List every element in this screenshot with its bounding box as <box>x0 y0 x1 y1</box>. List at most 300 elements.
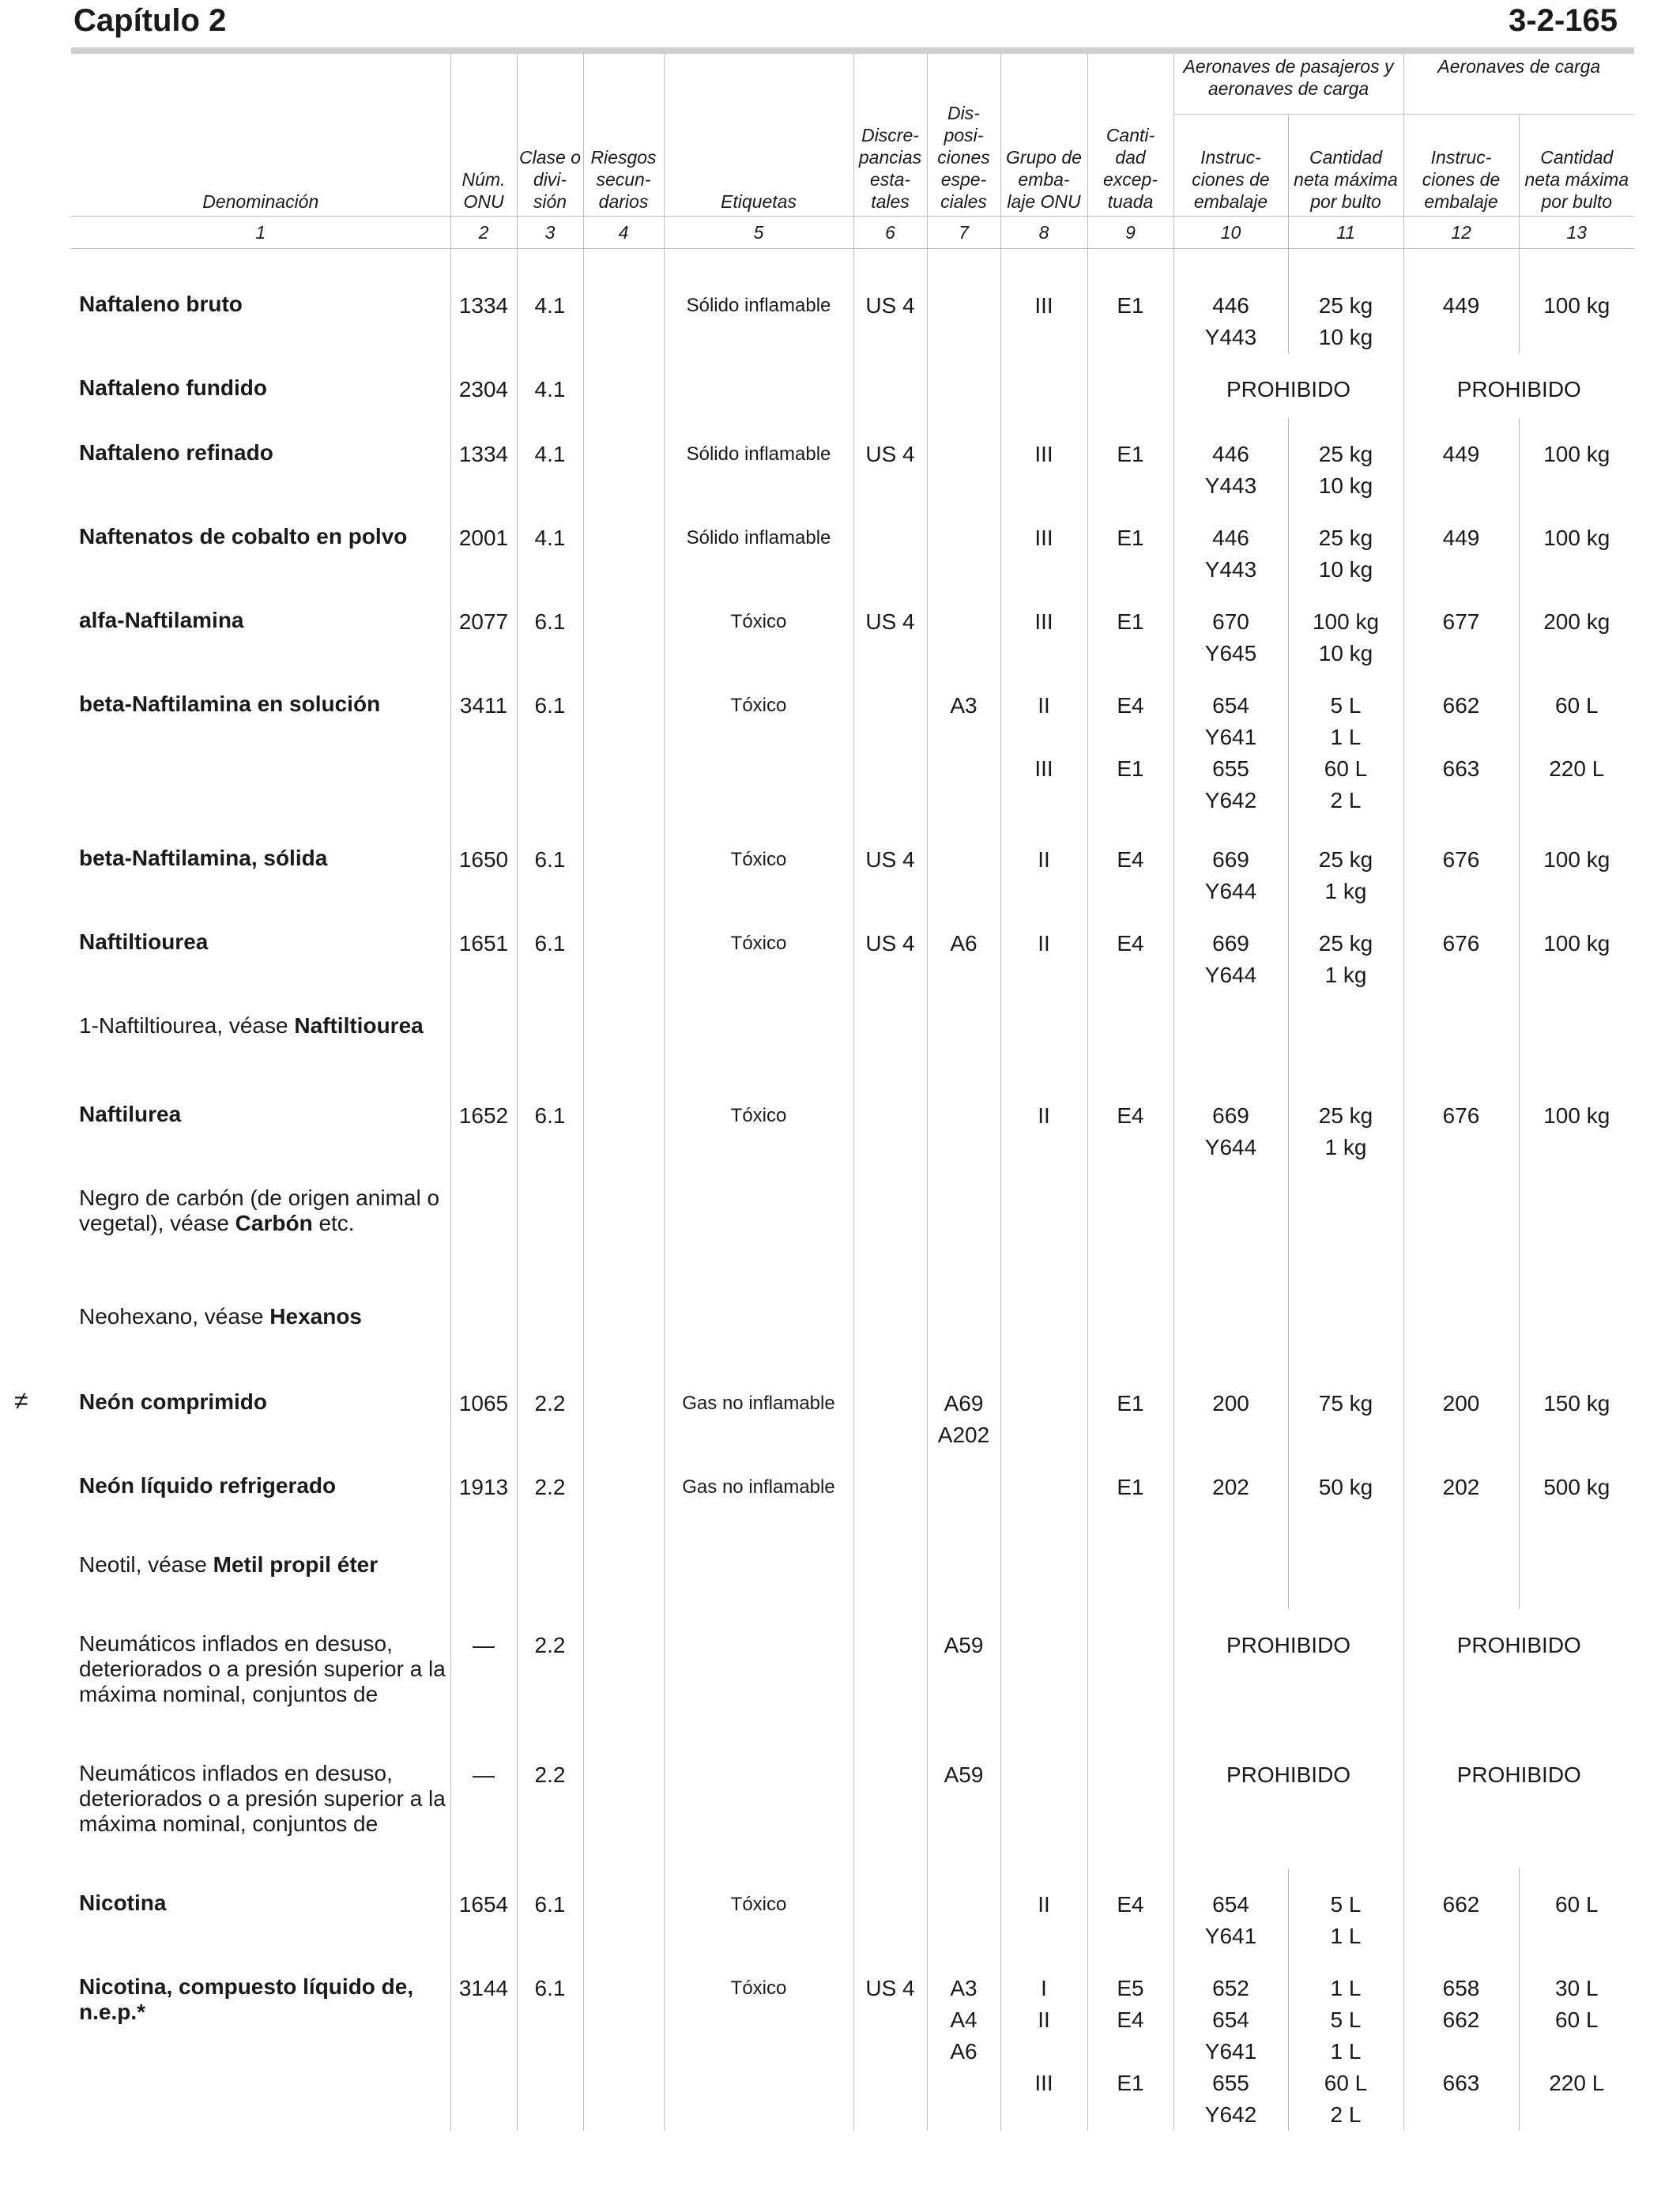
cell-line: 202 <box>1212 1475 1249 1499</box>
cell-line: E4 <box>1117 2007 1144 2032</box>
hazard-label <box>664 1739 853 1868</box>
see-reference-text: Negro de carbón (de origen animal o vegetal), véase <box>79 1186 440 1235</box>
cell-line: E4 <box>1117 1103 1144 1128</box>
cell-line: 669 <box>1212 847 1249 872</box>
table-row <box>71 1739 1634 1868</box>
cell-line: Y641 <box>1204 2039 1257 2064</box>
packing-group <box>1000 1367 1087 1451</box>
subsidiary-risk <box>583 418 664 502</box>
table-row <box>71 1868 1634 1952</box>
col-header-state-variations: Discre- pancias esta- tales <box>853 54 927 217</box>
cell-line: 655 <box>1212 2071 1249 2095</box>
hazard-label: Gas no inflamable <box>664 1367 853 1451</box>
cell-line: 663 <box>1442 2071 1480 2095</box>
table-row <box>71 991 1634 1080</box>
passenger-packing-instruction <box>1173 1451 1288 1530</box>
empty-cell <box>1403 1530 1519 1609</box>
excepted-quantity <box>1087 418 1173 502</box>
special-provisions <box>927 1868 1000 1952</box>
cell-line: 100 kg <box>1543 293 1610 318</box>
spacer-cell <box>583 249 664 270</box>
passenger-packing-instruction <box>1173 270 1288 353</box>
passenger-max-quantity <box>1288 502 1403 586</box>
entry-name <box>71 824 450 907</box>
subsidiary-risk <box>583 586 664 669</box>
cell-line: 25 kg <box>1318 293 1373 318</box>
passenger-prohibited: PROHIBIDO <box>1173 353 1403 418</box>
hazard-label: Tóxico <box>664 669 853 824</box>
cell-line: A6 <box>950 931 977 956</box>
special-provisions <box>927 1739 1000 1868</box>
cell-line: Y443 <box>1204 557 1257 582</box>
cell-line: 676 <box>1442 931 1480 956</box>
empty-cell <box>927 1282 1000 1367</box>
spacer-cell <box>71 249 450 270</box>
cell-line: Y644 <box>1204 963 1257 987</box>
column-number: 9 <box>1087 217 1173 249</box>
cell-line: 500 kg <box>1543 1475 1610 1499</box>
packing-group <box>1000 586 1087 669</box>
empty-cell <box>927 1163 1000 1282</box>
cell-line: 25 kg <box>1318 847 1373 872</box>
empty-cell <box>1403 1282 1519 1367</box>
class-division: 6.1 <box>517 824 583 907</box>
column-number: 5 <box>664 217 853 249</box>
passenger-packing-instruction <box>1173 1952 1288 2131</box>
entry-name-text: Nicotina, compuesto líquido de, n.e.p.* <box>79 1974 414 2024</box>
special-provisions <box>927 586 1000 669</box>
cell-line: E1 <box>1117 2071 1144 2095</box>
un-number: 1652 <box>450 1080 517 1163</box>
cell-line: E1 <box>1117 442 1144 466</box>
column-number: 11 <box>1288 217 1403 249</box>
empty-cell <box>517 991 583 1080</box>
table-row <box>71 353 1634 418</box>
cell-line: 449 <box>1442 442 1480 466</box>
subsidiary-risk <box>583 270 664 353</box>
see-reference-target: Carbón <box>235 1211 313 1235</box>
empty-cell <box>1000 1282 1087 1367</box>
un-number: — <box>450 1739 517 1868</box>
excepted-quantity <box>1087 270 1173 353</box>
passenger-prohibited: PROHIBIDO <box>1173 1739 1403 1868</box>
cell-line: 25 kg <box>1318 931 1373 956</box>
cell-line: 1 L <box>1330 2039 1362 2064</box>
class-division: 6.1 <box>517 1952 583 2131</box>
cell-line: 30 L <box>1555 1976 1599 2000</box>
empty-cell <box>1173 1530 1288 1609</box>
cell-line: 100 kg <box>1312 609 1380 634</box>
empty-cell <box>1288 991 1403 1080</box>
un-number: 3411 <box>450 669 517 824</box>
cargo-packing-instruction <box>1403 824 1519 907</box>
cell-line: 1 L <box>1330 1976 1362 2000</box>
class-division: 4.1 <box>517 270 583 353</box>
cell-line: 654 <box>1212 693 1249 718</box>
passenger-packing-instruction <box>1173 824 1288 907</box>
cell-line: 10 kg <box>1318 325 1373 349</box>
table-row <box>71 1609 1634 1739</box>
special-provisions <box>927 1451 1000 1530</box>
cell-line: II <box>1038 931 1050 956</box>
cell-line: 25 kg <box>1318 526 1373 550</box>
cell-line <box>1003 722 1086 753</box>
spacer-cell <box>450 249 517 270</box>
cell-line: 1 L <box>1330 1924 1362 1948</box>
entry-name-text: Naftaleno refinado <box>79 440 273 465</box>
un-number: 1334 <box>450 418 517 502</box>
entry-name <box>71 270 450 353</box>
col-header-excepted-qty: Canti- dad excep- tuada <box>1087 54 1173 217</box>
excepted-quantity <box>1087 1367 1173 1451</box>
entry-name-text: Neumáticos inflados en desuso, deteriorados o a presión superior a la máxima nominal, conjuntos de <box>79 1631 446 1706</box>
empty-cell <box>1519 1282 1634 1367</box>
excepted-quantity <box>1087 1609 1173 1739</box>
excepted-quantity <box>1087 586 1173 669</box>
cell-line: Y644 <box>1204 1135 1257 1159</box>
column-number: 7 <box>927 217 1000 249</box>
hazard-label: Tóxico <box>664 1952 853 2131</box>
table-row <box>71 1451 1634 1530</box>
spacer-row <box>71 249 1634 270</box>
entry-name-text: beta-Naftilamina, sólida <box>79 846 328 870</box>
col-header-packing-group: Grupo de emba- laje ONU <box>1000 54 1087 217</box>
subsidiary-risk <box>583 353 664 418</box>
cargo-prohibited: PROHIBIDO <box>1403 1739 1634 1868</box>
entry-name-text: Naftaleno bruto <box>79 292 243 316</box>
cell-line <box>1406 2036 1517 2068</box>
passenger-max-quantity <box>1288 418 1403 502</box>
class-division: 2.2 <box>517 1367 583 1451</box>
table-row <box>71 1163 1634 1282</box>
packing-group <box>1000 502 1087 586</box>
cell-line: 669 <box>1212 1103 1249 1128</box>
cell-line: E4 <box>1117 847 1144 872</box>
spacer-cell <box>1173 249 1288 270</box>
cell-line: III <box>1034 609 1053 634</box>
cell-line: E1 <box>1117 609 1144 634</box>
cargo-packing-instruction <box>1403 1952 1519 2131</box>
class-division: 4.1 <box>517 502 583 586</box>
cell-line: E5 <box>1117 1976 1144 2000</box>
empty-cell <box>450 1282 517 1367</box>
cell-line: 1 kg <box>1324 1135 1367 1159</box>
special-provisions <box>927 353 1000 418</box>
entry-name <box>71 1282 450 1367</box>
state-variation <box>853 1868 927 1952</box>
hazard-label <box>664 1609 853 1739</box>
empty-cell <box>583 991 664 1080</box>
cell-line: 662 <box>1442 1892 1480 1917</box>
cargo-packing-instruction <box>1403 418 1519 502</box>
empty-cell <box>1403 1163 1519 1282</box>
empty-cell <box>1087 991 1173 1080</box>
table-row <box>71 1530 1634 1609</box>
table-row <box>71 824 1634 907</box>
column-number: 1 <box>71 217 450 249</box>
entry-name <box>71 1451 450 1530</box>
entry-name-text: Naftenatos de cobalto en polvo <box>79 524 408 548</box>
un-number: 1650 <box>450 824 517 907</box>
spacer-cell <box>1087 249 1173 270</box>
cell-line: 5 L <box>1330 2007 1362 2032</box>
col-header-class: Clase o divi- sión <box>517 54 583 217</box>
cell-line: 449 <box>1442 293 1480 318</box>
empty-cell <box>1173 1163 1288 1282</box>
packing-group <box>1000 270 1087 353</box>
cell-line: 446 <box>1212 293 1249 318</box>
cell-line: 655 <box>1212 756 1249 781</box>
packing-group <box>1000 669 1087 824</box>
state-variation <box>853 669 927 824</box>
spacer-cell <box>1519 249 1634 270</box>
hazard-label: Gas no inflamable <box>664 1451 853 1530</box>
cell-line: 202 <box>1442 1475 1480 1499</box>
packing-group <box>1000 1868 1087 1952</box>
cargo-packing-instruction <box>1403 669 1519 824</box>
empty-cell <box>450 1163 517 1282</box>
table-row <box>71 1952 1634 2131</box>
cell-line: III <box>1034 442 1053 466</box>
empty-cell <box>853 1163 927 1282</box>
subsidiary-risk <box>583 669 664 824</box>
subsidiary-risk <box>583 1367 664 1451</box>
cell-line: 75 kg <box>1318 1391 1373 1416</box>
col-header-special-provisions: Dis- posi- ciones espe- ciales <box>927 54 1000 217</box>
cargo-max-quantity <box>1519 418 1634 502</box>
state-variation <box>853 502 927 586</box>
cell-line: E4 <box>1117 931 1144 956</box>
cell-line: 670 <box>1212 609 1249 634</box>
state-variation <box>853 1739 927 1868</box>
entry-name <box>71 991 450 1080</box>
un-number: 1065 <box>450 1367 517 1451</box>
special-provisions <box>927 502 1000 586</box>
col-header-subsidiary: Riesgos secun- darios <box>583 54 664 217</box>
cargo-max-quantity <box>1519 1080 1634 1163</box>
cargo-prohibited: PROHIBIDO <box>1403 353 1634 418</box>
entry-name <box>71 1739 450 1868</box>
passenger-packing-instruction <box>1173 1080 1288 1163</box>
column-number: 8 <box>1000 217 1087 249</box>
empty-cell <box>1288 1282 1403 1367</box>
un-number: 2077 <box>450 586 517 669</box>
packing-group <box>1000 353 1087 418</box>
cell-line: 2 L <box>1330 2102 1362 2127</box>
col-header-un: Núm. ONU <box>450 54 517 217</box>
empty-cell <box>664 1282 853 1367</box>
subsidiary-risk <box>583 1451 664 1530</box>
cell-line: 200 <box>1442 1391 1480 1416</box>
class-division: 6.1 <box>517 907 583 991</box>
cargo-max-quantity <box>1519 1868 1634 1952</box>
state-variation: US 4 <box>853 586 927 669</box>
cargo-packing-instruction <box>1403 1868 1519 1952</box>
entry-name-text: alfa-Naftilamina <box>79 608 244 632</box>
see-reference-text: Neohexano, véase <box>79 1304 270 1329</box>
column-number: 4 <box>583 217 664 249</box>
cell-line: 449 <box>1442 526 1480 550</box>
special-provisions <box>927 669 1000 824</box>
hazard-label: Tóxico <box>664 586 853 669</box>
empty-cell <box>1000 991 1087 1080</box>
cargo-packing-instruction <box>1403 1080 1519 1163</box>
excepted-quantity <box>1087 1952 1173 2131</box>
entry-name <box>71 418 450 502</box>
cell-line: 50 kg <box>1318 1475 1373 1499</box>
empty-cell <box>664 991 853 1080</box>
entry-name <box>71 1609 450 1739</box>
table-row <box>71 418 1634 502</box>
cell-line: 60 L <box>1555 693 1599 718</box>
passenger-prohibited: PROHIBIDO <box>1173 1609 1403 1739</box>
state-variation: US 4 <box>853 907 927 991</box>
empty-cell <box>664 1163 853 1282</box>
empty-cell <box>517 1163 583 1282</box>
cell-line: 60 L <box>1555 2007 1599 2032</box>
packing-group <box>1000 418 1087 502</box>
spacer-cell <box>1403 249 1519 270</box>
cell-line: 662 <box>1442 693 1480 718</box>
table-row <box>71 502 1634 586</box>
subsidiary-risk <box>583 1609 664 1739</box>
passenger-max-quantity <box>1288 669 1403 824</box>
cell-line: E4 <box>1117 693 1144 718</box>
cell-line: E1 <box>1117 1391 1144 1416</box>
un-number: 1913 <box>450 1451 517 1530</box>
cell-line: II <box>1038 1892 1050 1917</box>
empty-cell <box>1288 1530 1403 1609</box>
cargo-max-quantity <box>1519 907 1634 991</box>
cell-line: I <box>1041 1976 1047 2000</box>
empty-cell <box>583 1530 664 1609</box>
cell-line <box>1521 2036 1633 2068</box>
empty-cell <box>1288 1163 1403 1282</box>
cell-line: 10 kg <box>1318 473 1373 498</box>
cell-line: 100 kg <box>1543 931 1610 956</box>
excepted-quantity <box>1087 1868 1173 1952</box>
cell-line: III <box>1034 293 1053 318</box>
state-variation: US 4 <box>853 270 927 353</box>
cargo-max-quantity <box>1519 1367 1634 1451</box>
spacer-cell <box>853 249 927 270</box>
see-reference-suffix: etc. <box>312 1211 355 1235</box>
empty-cell <box>1403 991 1519 1080</box>
hazard-label: Sólido inflamable <box>664 270 853 353</box>
entry-name <box>71 1952 450 2131</box>
col-header-labels: Etiquetas <box>664 54 853 217</box>
cell-line: 5 L <box>1330 1892 1362 1917</box>
entry-name-text: Neón líquido refrigerado <box>79 1473 337 1498</box>
cell-line: E1 <box>1117 293 1144 318</box>
cargo-max-quantity <box>1519 270 1634 353</box>
col-header-cargo-quantity: Cantidad neta máxima por bulto <box>1519 115 1634 217</box>
excepted-quantity <box>1087 1080 1173 1163</box>
packing-group <box>1000 1609 1087 1739</box>
un-number: 1334 <box>450 270 517 353</box>
entry-name <box>71 586 450 669</box>
cargo-max-quantity <box>1519 669 1634 824</box>
special-provisions <box>927 907 1000 991</box>
cell-line: E1 <box>1117 1475 1144 1499</box>
entry-name-text: Naftaleno fundido <box>79 375 267 400</box>
empty-cell <box>1000 1530 1087 1609</box>
cargo-packing-instruction <box>1403 270 1519 353</box>
cell-line: E4 <box>1117 1892 1144 1917</box>
spacer-cell <box>1288 249 1403 270</box>
empty-cell <box>517 1282 583 1367</box>
cell-line: E1 <box>1117 526 1144 550</box>
subsidiary-risk <box>583 1952 664 2131</box>
special-provisions <box>927 824 1000 907</box>
empty-cell <box>853 1530 927 1609</box>
empty-cell <box>1087 1282 1173 1367</box>
column-number: 12 <box>1403 217 1519 249</box>
passenger-packing-instruction <box>1173 586 1288 669</box>
class-division: 2.2 <box>517 1739 583 1868</box>
col-header-name: Denominación <box>202 191 319 212</box>
cell-line: II <box>1038 1103 1050 1128</box>
passenger-max-quantity <box>1288 1367 1403 1451</box>
cell-line: A202 <box>937 1423 990 1447</box>
cargo-packing-instruction <box>1403 1451 1519 1530</box>
entry-name <box>71 1868 450 1952</box>
table-row <box>71 1282 1634 1367</box>
table-row <box>71 1367 1634 1451</box>
cell-line: 2 L <box>1330 788 1362 812</box>
state-variation: US 4 <box>853 1952 927 2131</box>
see-reference-target: Metil propil éter <box>213 1552 379 1577</box>
page-number: 3-2-165 <box>1509 3 1618 38</box>
cell-line: 25 kg <box>1318 1103 1373 1128</box>
cell-line: 652 <box>1212 1976 1249 2000</box>
un-number: 3144 <box>450 1952 517 2131</box>
packing-group <box>1000 1451 1087 1530</box>
entry-name <box>71 669 450 824</box>
passenger-max-quantity <box>1288 907 1403 991</box>
cell-line <box>1090 722 1172 753</box>
cell-line: III <box>1034 2071 1053 2095</box>
entry-name-text: beta-Naftilamina en solución <box>79 692 381 716</box>
cell-line: Y645 <box>1204 641 1257 665</box>
state-variation <box>853 1367 927 1451</box>
cell-line <box>1090 2036 1172 2068</box>
cell-line: 25 kg <box>1318 442 1373 466</box>
cell-line: 220 L <box>1549 2071 1605 2095</box>
change-mark: ≠ <box>14 1386 28 1415</box>
passenger-max-quantity <box>1288 586 1403 669</box>
spacer-cell <box>517 249 583 270</box>
col-group-cargo: Aeronaves de carga <box>1403 54 1634 115</box>
column-number-row <box>71 217 1634 249</box>
un-number: — <box>450 1609 517 1739</box>
cell-line: E1 <box>1117 756 1144 781</box>
cell-line: Y641 <box>1204 725 1257 749</box>
cell-line <box>1521 722 1633 753</box>
empty-cell <box>1519 1163 1634 1282</box>
cell-line: A3 <box>950 693 977 718</box>
cell-line: 446 <box>1212 526 1249 550</box>
table-row <box>71 907 1634 991</box>
cell-line: Y644 <box>1204 879 1257 903</box>
cell-line: II <box>1038 693 1050 718</box>
cell-line: 60 L <box>1324 756 1368 781</box>
cell-line: 676 <box>1442 1103 1480 1128</box>
column-number: 3 <box>517 217 583 249</box>
cell-line: 10 kg <box>1318 557 1373 582</box>
excepted-quantity <box>1087 1739 1173 1868</box>
cell-line: Y443 <box>1204 325 1257 349</box>
